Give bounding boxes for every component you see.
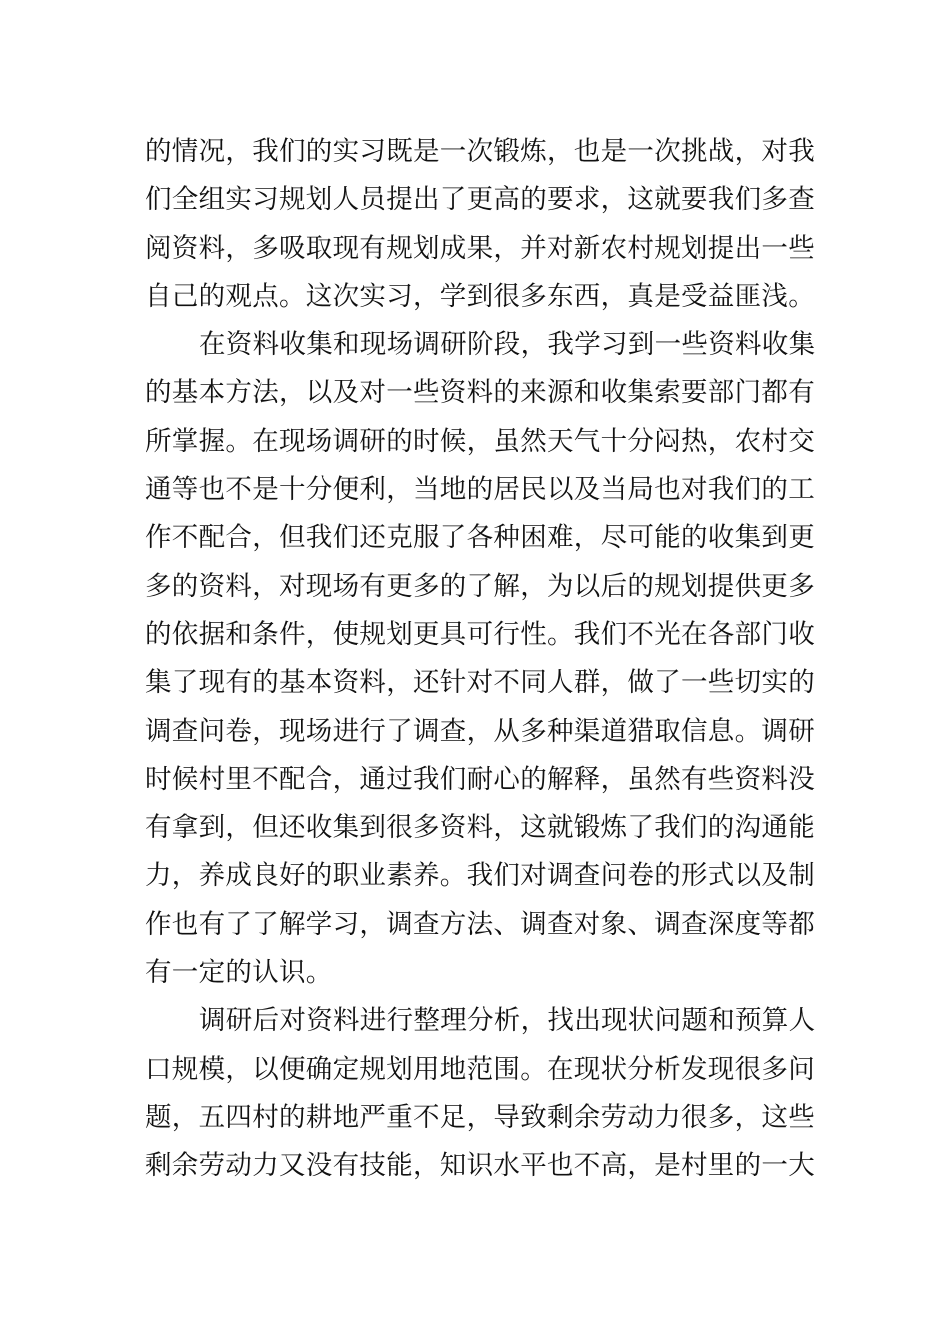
- text-line: 的情况，我们的实习既是一次锻炼，也是一次挑战，对我: [145, 136, 815, 167]
- text-line: 通等也不是十分便利，当地的居民以及当局也对我们的工: [145, 474, 815, 506]
- text-line: 集了现有的基本资料，还针对不同人群，做了一些切实的: [145, 667, 815, 699]
- text-line: 多的资料，对现场有更多的了解，为以后的规划提供更多: [145, 570, 815, 602]
- text-line: 们全组实习规划人员提出了更高的要求，这就要我们多查: [145, 184, 815, 216]
- paragraph-first-line: 调研后对资料进行整理分析，找出现状问题和预算人: [199, 1005, 816, 1037]
- text-line: 力，养成良好的职业素养。我们对调查问卷的形式以及制: [145, 860, 815, 892]
- text-line: 的基本方法，以及对一些资料的来源和收集索要部门都有: [145, 377, 815, 409]
- text-line: 题，五四村的耕地严重不足，导致剩余劳动力很多，这些: [145, 1101, 815, 1133]
- text-line: 口规模，以便确定规划用地范围。在现状分析发现很多问: [145, 1053, 815, 1085]
- text-line: 时候村里不配合，通过我们耐心的解释，虽然有些资料没: [145, 763, 815, 795]
- body-text: [145, 128, 816, 1191]
- text-line: 剩余劳动力又没有技能，知识水平也不高，是村里的一大: [145, 1150, 815, 1182]
- text-line: 有一定的认识。: [145, 957, 333, 989]
- text-line: 的依据和条件，使规划更具可行性。我们不光在各部门收: [145, 618, 815, 650]
- paragraph-first-line: 在资料收集和现场调研阶段，我学习到一些资料收集: [199, 329, 816, 361]
- text-line: 阅资料，多吸取现有规划成果，并对新农村规划提出一些: [145, 232, 815, 264]
- text-line: 所掌握。在现场调研的时候，虽然天气十分闷热，农村交: [145, 425, 815, 457]
- text-line: 作也有了了解学习，调查方法、调查对象、调查深度等都: [145, 908, 815, 940]
- text-line: 作不配合，但我们还克服了各种困难，尽可能的收集到更: [145, 522, 815, 554]
- text-line: 调查问卷，现场进行了调查，从多种渠道猎取信息。调研: [145, 715, 815, 747]
- text-line: 有拿到，但还收集到很多资料，这就锻炼了我们的沟通能: [145, 812, 815, 844]
- text-line: 自己的观点。这次实习，学到很多东西，真是受益匪浅。: [145, 280, 815, 312]
